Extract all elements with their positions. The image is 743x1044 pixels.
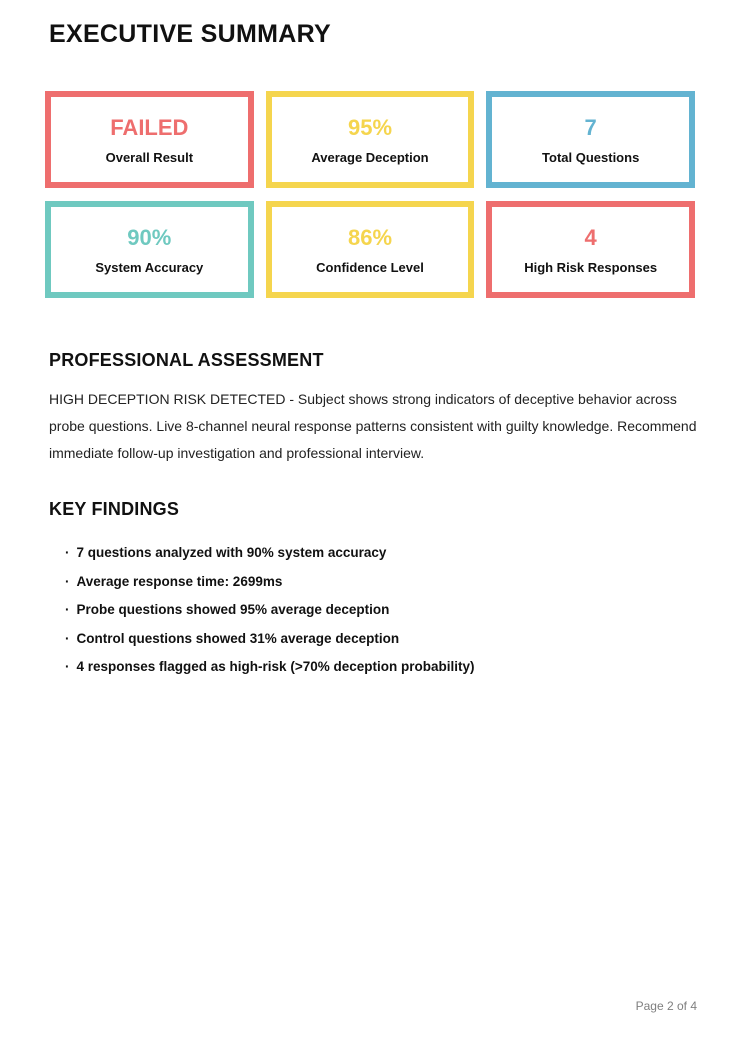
- stat-card: [486, 91, 695, 188]
- stat-label: Total Questions: [542, 149, 640, 165]
- stat-value: 95%: [347, 114, 393, 140]
- stat-card: [45, 91, 254, 188]
- stat-label: Confidence Level: [316, 259, 424, 275]
- finding-item: [65, 539, 698, 568]
- finding-item: [65, 625, 698, 654]
- stat-label: High Risk Responses: [524, 259, 658, 275]
- bullet-icon: ·: [65, 545, 70, 560]
- bullet-icon: ·: [65, 573, 70, 589]
- stat-value: 86%: [347, 224, 393, 250]
- finding-text: Probe questions showed 95% average deception: [76, 602, 390, 617]
- finding-item: [65, 568, 698, 597]
- assessment-body: HIGH DECEPTION RISK DETECTED - Subject shows strong indicators of deceptive behavior across probe questions. Live 8-channel neural response patterns consistent with guilty knowledge. Recommend immediate follow-up investigation and professional interview.: [49, 391, 697, 461]
- stat-value: 7: [584, 114, 597, 140]
- page-number: Page 2 of 4: [635, 999, 697, 1013]
- bullet-icon: ·: [65, 630, 70, 646]
- finding-text: Average response time: 2699ms: [76, 573, 283, 589]
- bullet-icon: ·: [65, 659, 70, 674]
- findings-heading: KEY FINDINGS: [49, 499, 180, 519]
- stats-grid: [45, 91, 695, 298]
- assessment-heading: PROFESSIONAL ASSESSMENT: [49, 350, 324, 370]
- stat-label: Overall Result: [105, 149, 194, 165]
- stat-card: [266, 91, 475, 188]
- finding-text: Control questions showed 31% average deception: [76, 630, 400, 646]
- stat-value: FAILED: [110, 114, 189, 140]
- stat-value: 90%: [127, 224, 172, 250]
- page-title: EXECUTIVE SUMMARY: [49, 20, 331, 48]
- finding-item: [65, 596, 698, 625]
- stat-value: 4: [584, 224, 597, 250]
- stat-card: [486, 201, 695, 298]
- stat-card: [266, 201, 475, 298]
- finding-text: 7 questions analyzed with 90% system accuracy: [76, 545, 387, 560]
- stat-label: System Accuracy: [95, 259, 204, 275]
- stat-label: Average Deception: [311, 149, 429, 165]
- stat-card: [45, 201, 254, 298]
- finding-item: [65, 653, 698, 682]
- findings-list: [65, 539, 698, 682]
- finding-text: 4 responses flagged as high-risk (>70% deception probability): [76, 659, 475, 674]
- bullet-icon: ·: [65, 602, 70, 617]
